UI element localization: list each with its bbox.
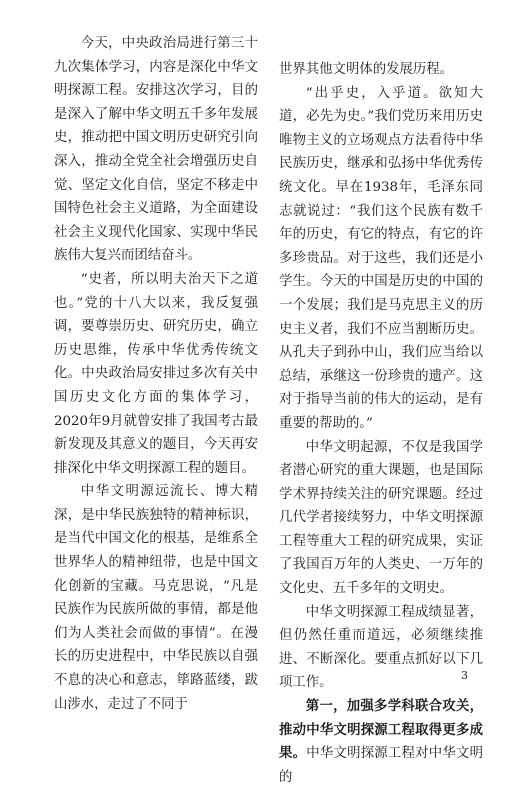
bold-heading: 第一，加强多学科联合攻关，推动中华文明探源工程取得更多成果。 <box>279 698 483 762</box>
paragraph: 中华文明起源，不仅是我国学者潜心研究的重大课题，也是国际学术界持续关注的研究课题。经过几代学者接续努力，中华文明探源工程等重大工程的研究成果，实证了我国百万年的人类史、一万年的文化史、五千多年的文明史。 <box>279 439 483 597</box>
page-number: 3 <box>461 669 468 682</box>
paragraph: 今天，中央政治局进行第三十九次集体学习，内容是深化中华文明探源工程。安排这次学习，目的是深入了解中华文明五千多年发展史，推动把中国文明历史研究引向深入，推动全党全社会增强历史自觉、坚定文化自信，坚定不移走中国特色社会主义道路，为全面建设社会主义现代化国家、实现中华民族伟大复兴而团结奋斗。 <box>54 36 258 264</box>
left-column <box>54 32 258 716</box>
paragraph: 中华文明探源工程成绩显著，但仍然任重而道远，必须继续推进、不断深化。要重点抓好以下几项工作。 <box>279 604 483 691</box>
paragraph: “史者，所以明夫治天下之道也。”党的十八大以来，我反复强调，要尊崇历史、研究历史，确立历史思维，传承中华优秀传统文化。中央政治局安排过多次有关中国历史文化方面的集体学习，2020年9月就曾安排了我国考古最新发现及其意义的题目，今天再安排深化中华文明探源工程的题目。 <box>54 271 258 476</box>
paragraph-continuation: 世界其他文明体的发展历程。 <box>279 62 454 77</box>
paragraph-tail: 中华文明探源工程对中华文明的 <box>279 746 484 785</box>
paragraph-bold-lead <box>279 695 483 789</box>
paragraph: “出乎史，入乎道。欲知大道，必先为史。”我们党历来用历史唯物主义的立场观点方法看待中华民族历史，继承和弘扬中华优秀传统文化。早在1938年，毛泽东同志就说过：“我们这个民族有数千年的历史，有它的特点，有它的许多珍贵品。对于这些，我们还是小学生。今天的中国是历史的中国的一个发展；我们是马克思主义的历史主义者，我们不应当割断历史。从孔夫子到孙中山，我们应当给以总结，承继这一份珍贵的遗产。这对于指导当前的伟大的运动，是有重要的帮助的。” <box>279 85 483 431</box>
right-column <box>279 58 483 789</box>
paragraph: 中华文明源远流长、博大精深，是中华民族独特的精神标识，是当代中国文化的根基，是维系全世界华人的精神纽带，也是中国文化创新的宝藏。马克思说，“凡是民族作为民族所做的事情，都是他们为人类社会而做的事情”。在漫长的历史进程中，中华民族以自强不息的决心和意志，筚路蓝缕，跋山涉水，走过了不同于 <box>54 484 258 712</box>
